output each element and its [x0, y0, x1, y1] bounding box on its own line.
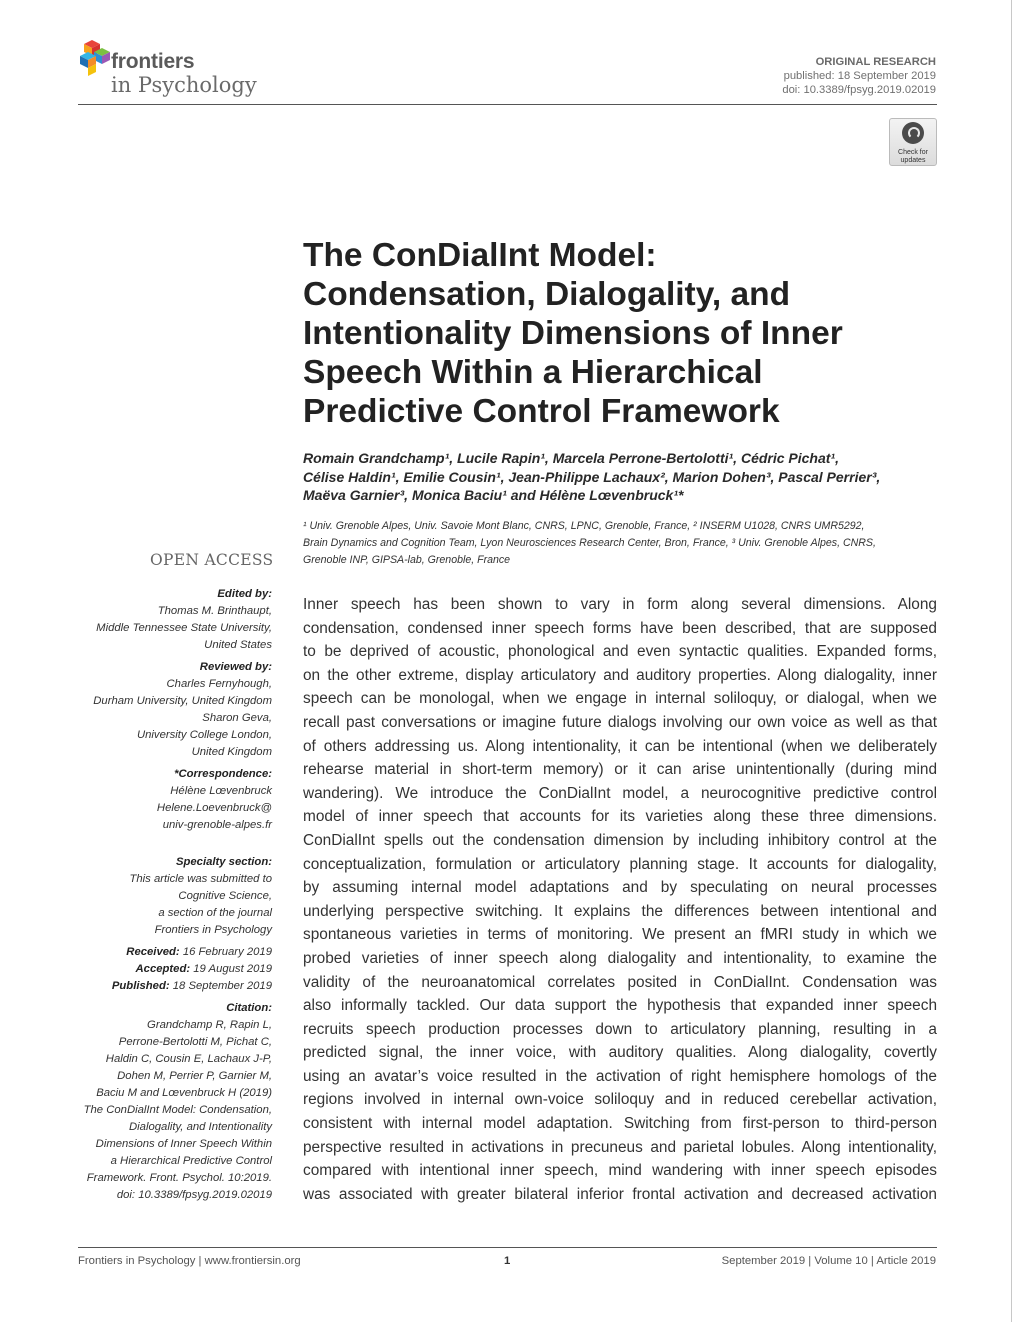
abstract-line: condensation, condensed inner speech forms have been described, that are supposed — [303, 619, 937, 637]
abstract-line: recruits speech production processes down to articulatory planning, resulting in a — [303, 1020, 937, 1038]
article-meta-header — [782, 56, 936, 97]
citation-line: Framework. Front. Psychol. 10:2019. — [86, 1172, 272, 1184]
reviewer-line: Durham University, United Kingdom — [93, 695, 272, 707]
citation-line: Dialogality, and Intentionality — [129, 1121, 272, 1133]
abstract — [303, 593, 937, 1206]
abstract-line: also informally tackled. Our data support the hypothesis that expanded inner speech — [303, 997, 937, 1015]
citation-line: The ConDialInt Model: Condensation, — [83, 1104, 272, 1116]
check-for-updates-button[interactable] — [889, 118, 937, 166]
abstract-line: probed varieties of inner speech along dialogality and intentionality, to examine the — [303, 949, 937, 967]
citation-line: Baciu M and Lœvenbruck H (2019) — [96, 1087, 272, 1099]
reviewer-line: Charles Fernyhough, — [166, 678, 272, 690]
author-line: Célise Haldin¹, Emilie Cousin¹, Jean-Philippe Lachaux², Marion Dohen³, Pascal Perrier³, — [303, 468, 881, 485]
abstract-line: on the other extreme, display articulatory and auditory properties. Along dialogality, inner — [303, 666, 937, 684]
citation-doi[interactable]: doi: 10.3389/fpsyg.2019.02019 — [116, 1189, 272, 1201]
editor-line: United States — [204, 639, 272, 651]
journal-logo — [78, 40, 278, 100]
reviewed-by-heading: Reviewed by: — [199, 661, 272, 673]
abstract-line: was associated with greater bilateral inferior frontal activation and decreased activation — [303, 1185, 937, 1203]
editor-line: Middle Tennessee State University, — [96, 622, 272, 634]
citation-line: Dohen M, Perrier P, Garnier M, — [117, 1070, 272, 1082]
correspondence-name: Hélène Lœvenbruck — [170, 785, 272, 797]
citation-line: Grandchamp R, Rapin L, — [147, 1019, 272, 1031]
journal-name-line2: in Psychology — [111, 73, 257, 97]
open-access-label: OPEN ACCESS — [150, 551, 274, 569]
title-line: Condensation, Dialogality, and — [303, 276, 791, 313]
editor-line: Thomas M. Brinthaupt, — [157, 605, 272, 617]
reviewer-line: University College London, — [136, 729, 272, 741]
article-type: ORIGINAL RESEARCH — [815, 56, 936, 68]
citation-line: Dimensions of Inner Speech Within — [95, 1138, 272, 1150]
abstract-line: predicted signal, the inner voice, with auditory qualities. Along dialogality, covertly — [303, 1044, 937, 1062]
title-line: Speech Within a Hierarchical — [303, 354, 763, 391]
footer-divider — [78, 1247, 937, 1248]
citation-line: Perrone-Bertolotti M, Pichat C, — [118, 1036, 272, 1048]
specialty-heading: Specialty section: — [175, 856, 272, 868]
specialty-line: Cognitive Science, — [178, 890, 272, 902]
frontiers-logo-icon — [78, 40, 110, 76]
abstract-line: by assuming internal model adaptations and by speculating on neural processes — [303, 879, 937, 897]
check-for-updates-label: Check for updates — [898, 149, 928, 164]
received-date: Received: 16 February 2019 — [126, 946, 272, 958]
correspondence-heading: *Correspondence: — [174, 768, 272, 780]
abstract-line: to be deprived of acoustic, phonological and even syntactic qualities. Expanded forms, — [303, 643, 937, 661]
abstract-line: consistent with internal model adaptation. Switching from first-person to third-person — [303, 1115, 937, 1133]
affiliation-line: Brain Dynamics and Cognition Team, Lyon Neurosciences Research Center, Bron, France, ³ Univ. Grenoble Alpes, CNRS, — [303, 537, 876, 549]
abstract-line: rehearse material in short-term memory) or it can arise unintentionally (during mind — [303, 761, 937, 779]
footer-journal-url[interactable]: Frontiers in Psychology | www.frontiersin.org — [78, 1255, 301, 1267]
footer-issue-info: September 2019 | Volume 10 | Article 2019 — [721, 1255, 936, 1267]
article-doi[interactable]: doi: 10.3389/fpsyg.2019.02019 — [782, 83, 936, 96]
abstract-line: model of inner speech that accounts for its varieties along these three dimensions. — [303, 808, 937, 826]
author-line: Romain Grandchamp¹, Lucile Rapin¹, Marcela Perrone-Bertolotti¹, Cédric Pichat¹, — [303, 450, 839, 466]
specialty-line: This article was submitted to — [129, 873, 272, 885]
title-line: The ConDialInt Model: — [303, 237, 657, 274]
abstract-line: of others addressing us. Along intentionality, it can be intentional (when we deliberately — [303, 737, 937, 755]
abstract-line: ConDialInt spells out the condensation dimension by including inhibitory control at the — [303, 831, 937, 849]
header-divider — [78, 104, 937, 105]
author-list — [303, 449, 943, 505]
affiliation-line: ¹ Univ. Grenoble Alpes, Univ. Savoie Mont Blanc, CNRS, LPNC, Grenoble, France, ² INSERM U1028, CNRS UMR5292, — [303, 520, 865, 532]
accepted-date: Accepted: 19 August 2019 — [135, 963, 272, 975]
correspondence-email[interactable]: univ-grenoble-alpes.fr — [162, 819, 272, 831]
abstract-line: wandering). We introduce the ConDialInt model, a neurocognitive predictive control — [303, 784, 937, 802]
article-title — [303, 236, 943, 431]
published-date-sidebar: Published: 18 September 2019 — [111, 980, 272, 992]
abstract-line: using an avatar’s voice resulted in the activation of right hemisphere homologs of the — [303, 1067, 937, 1085]
abstract-line: speech can be monologal, when we engage in internal soliloquy, or dialogal, when we — [303, 690, 937, 708]
affiliations — [303, 518, 943, 569]
journal-name-line1: frontiers — [111, 50, 195, 73]
edited-by-heading: Edited by: — [217, 588, 272, 600]
published-date: published: 18 September 2019 — [783, 69, 936, 82]
reviewer-line: United Kingdom — [191, 746, 272, 758]
abstract-line: underlying perspective switching. It explains the differences between intentional and — [303, 902, 937, 920]
correspondence-email[interactable]: Helene.Loevenbruck@ — [156, 802, 272, 814]
abstract-line: conceptualization, formulation or articulatory planning stage. It accounts for dialogality, — [303, 855, 937, 873]
reviewer-line: Sharon Geva, — [202, 712, 272, 724]
abstract-line: spontaneous varieties in terms of monitoring. We present an fMRI study in which we — [303, 926, 937, 944]
article-sidebar — [84, 586, 272, 1204]
author-line: Maëva Garnier³, Monica Baciu¹ and Hélène Lœvenbruck¹* — [303, 487, 684, 504]
abstract-line: regions involved in internal own-voice soliloquy and in reduced cerebellar activation, — [303, 1091, 937, 1109]
abstract-line: validity of the neuroanatomical correlates posited in ConDialInt. Condensation was — [303, 973, 937, 991]
abstract-line: compared with intentional inner speech, mind wandering with inner speech episodes — [303, 1162, 937, 1180]
title-line: Intentionality Dimensions of Inner — [303, 315, 843, 352]
abstract-line: Inner speech has been shown to vary in form along several dimensions. Along — [303, 596, 937, 613]
update-check-icon — [902, 122, 924, 144]
affiliation-line: Grenoble INP, GIPSA-lab, Grenoble, France — [303, 554, 511, 566]
abstract-line: perspective resulted in activations in precuneus and parietal lobules. Along intentionality, — [303, 1138, 937, 1156]
citation-line: Haldin C, Cousin E, Lachaux J-P, — [105, 1053, 272, 1065]
abstract-line: recall past conversations or imagine future dialogs involving our own voice as well as that — [303, 713, 937, 731]
citation-heading: Citation: — [226, 1002, 272, 1014]
citation-line: a Hierarchical Predictive Control — [110, 1155, 272, 1167]
specialty-line: Frontiers in Psychology — [154, 924, 272, 936]
specialty-line: a section of the journal — [158, 907, 272, 919]
title-line: Predictive Control Framework — [303, 393, 780, 430]
page-number: 1 — [504, 1255, 511, 1267]
